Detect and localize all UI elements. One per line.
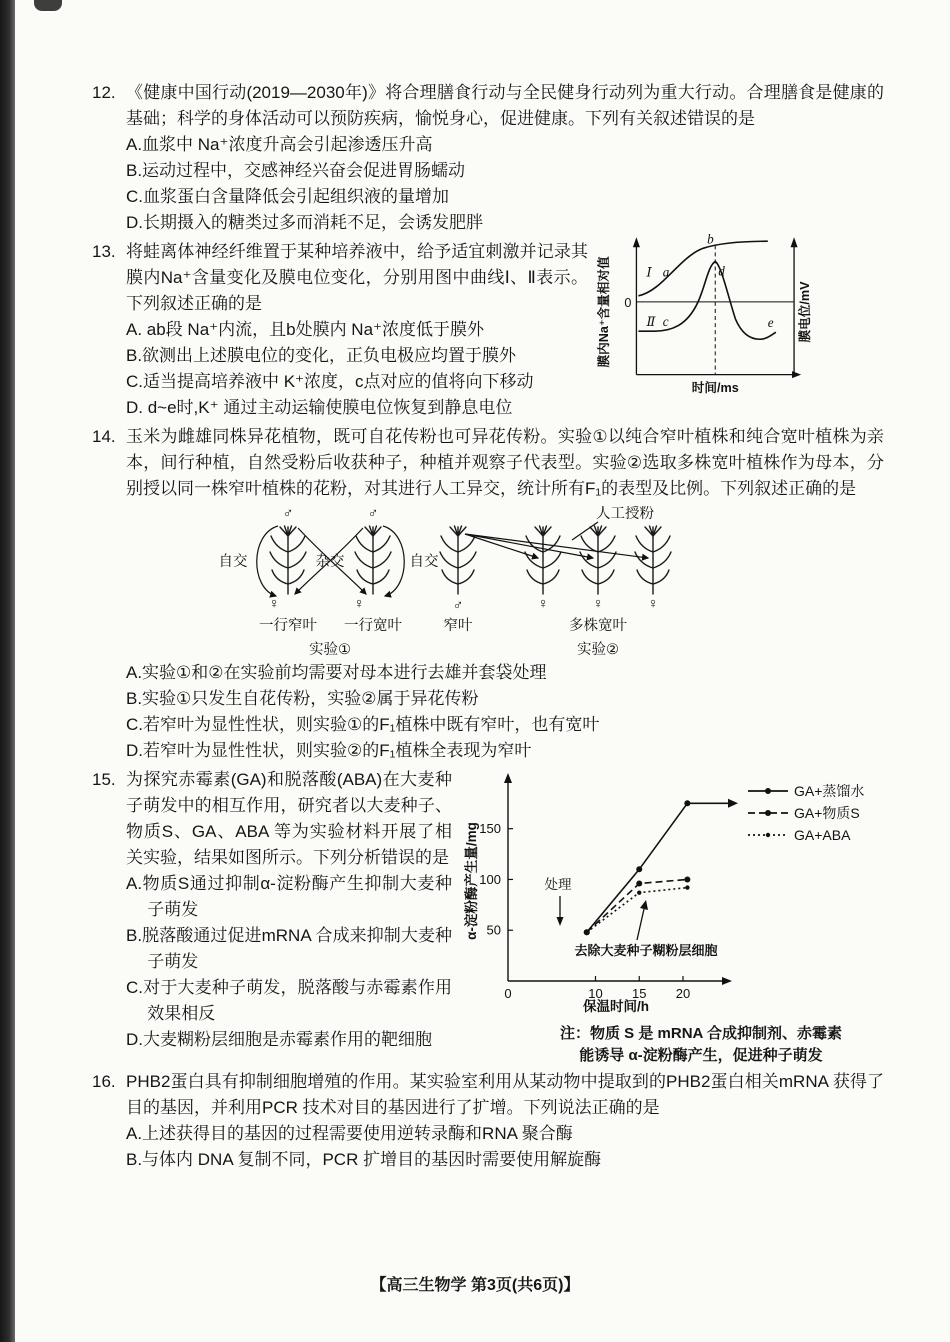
point-d-label: d: [718, 263, 725, 279]
multi-wide-label: 多株宽叶: [569, 618, 627, 634]
question-number: 13.: [92, 242, 116, 261]
question-14-stem: [92, 424, 884, 502]
svg-text:150: 150: [479, 821, 501, 837]
option-c: C.若窄叶为显性性状，则实验①的F₁植株中既有窄叶，也有宽叶: [126, 715, 600, 734]
question-13-stem: [92, 239, 884, 317]
y-left-label: 膜内Na⁺含量相对值: [597, 256, 612, 368]
svg-text:20: 20: [675, 986, 691, 1001]
corn-plant: [355, 526, 391, 594]
self-cross-arrow-left: [257, 526, 278, 596]
question-13: [92, 233, 884, 421]
question-12-stem: [92, 80, 884, 132]
experiment-2-label: 实验②: [577, 642, 619, 658]
point-a-label: a: [662, 264, 670, 280]
option-d: D.长期摄入的糖类过多而消耗不足，会诱发肥胖: [126, 213, 483, 232]
option-b: B.欲测出上述膜电位的变化，正负电极应均置于膜外: [126, 346, 517, 365]
option-d: D.大麦糊粉层细胞是赤霉素作用的靶细胞: [126, 1030, 432, 1049]
option-d: D.若窄叶为显性性状，则实验②的F₁植株全表现为窄叶: [126, 741, 532, 760]
male-symbol: ♂: [452, 598, 464, 614]
point-e-label: e: [767, 315, 774, 331]
question-16: [92, 1069, 884, 1173]
female-symbol: ♀: [592, 596, 604, 612]
svg-text:GA+蒸馏水: GA+蒸馏水: [794, 783, 865, 799]
corn-plant: [580, 526, 616, 594]
option-b: B.脱落酸通过促进mRNA 合成来抑制大麦种子萌发: [126, 926, 452, 971]
female-symbol: ♀: [268, 596, 280, 612]
point-c-label: c: [662, 314, 669, 330]
y-axis-label: α-淀粉酶产生量/mg: [464, 822, 479, 940]
annotation-aleurone-arrow: [637, 900, 648, 940]
option-a: A. ab段 Na⁺内流，且b处膜内 Na⁺浓度低于膜外: [126, 320, 485, 339]
option-c: C.适当提高培养液中 K⁺浓度，c点对应的值将向下移动: [126, 372, 534, 391]
question-number: 16.: [92, 1072, 116, 1091]
x-axis-label: 保温时间/h: [583, 999, 649, 1014]
page-footer: 【高三生物学 第3页(共6页)】: [370, 1277, 580, 1294]
chart-note-line-2: 能诱导 α-淀粉酶产生，促进种子萌发: [579, 1047, 823, 1064]
self-cross-label: 自交: [218, 554, 248, 570]
stem-text: 将蛙离体神经纤维置于某种培养液中，给予适宜刺激并记录其膜内Na⁺含量变化及膜电位变化，分别用图中曲线Ⅰ、Ⅱ表示。下列叙述正确的是: [126, 242, 588, 313]
point-b-label: b: [707, 233, 714, 247]
male-symbol: ♂: [282, 506, 294, 522]
annotation-treatment-arrow: [557, 896, 564, 926]
pollination-arrow-2: [465, 534, 593, 558]
svg-text:10: 10: [588, 986, 603, 1001]
pollination-arrow-3: [465, 534, 648, 558]
female-symbol: ♀: [647, 596, 659, 612]
corn-plant: [635, 526, 671, 594]
corn-plant: [270, 526, 306, 594]
svg-text:100: 100: [479, 871, 501, 887]
female-symbol: ♀: [537, 596, 549, 612]
female-symbol: ♀: [353, 596, 365, 612]
chart-note: [460, 1023, 942, 1067]
option-c: C.血浆蛋白含量降低会引起组织液的量增加: [126, 187, 449, 206]
scan-corner-mark: [34, 0, 62, 11]
option-b: B.运动过程中，交感神经兴奋会促进胃肠蠕动: [126, 161, 466, 180]
option-a: A.血浆中 Na⁺浓度升高会引起渗透压升高: [126, 135, 433, 154]
option-a: A.物质S通过抑制α-淀粉酶产生抑制大麦种子萌发: [126, 874, 452, 919]
zero-tick: 0: [624, 295, 632, 310]
svg-text:0: 0: [504, 986, 512, 1001]
hybrid-cross-label: 杂交: [315, 554, 345, 570]
row-narrow-label: 一行窄叶: [259, 618, 317, 634]
option-c: C.对于大麦种子萌发，脱落酸与赤霉素作用效果相反: [126, 978, 452, 1023]
option-a: A.上述获得目的基因的过程需要使用逆转录酶和RNA 聚合酶: [126, 1124, 573, 1143]
male-symbol: ♂: [367, 506, 379, 522]
question-12: [92, 80, 884, 236]
chart-note-line-1: 注：物质 S 是 mRNA 合成抑制剂、赤霉素: [560, 1025, 842, 1042]
question-16-stem: [92, 1069, 884, 1121]
option-d: D. d~e时,K⁺ 通过主动运输使膜电位恢复到静息电位: [126, 398, 513, 417]
self-cross-label: 自交: [409, 554, 439, 570]
stem-text: 为探究赤霉素(GA)和脱落酸(ABA)在大麦种子萌发中的相互作用，研究者以大麦种子、物质S、GA、ABA 等为实验材料开展了相关实验，结果如图所示。下列分析错误的是: [126, 770, 452, 867]
annotation-treatment: 处理: [544, 877, 572, 892]
question-15: [92, 767, 884, 1064]
narrow-leaf-label: 窄叶: [443, 618, 473, 634]
option-b: B.与体内 DNA 复制不同，PCR 扩增目的基因时需要使用解旋酶: [126, 1150, 602, 1169]
question-15-stem: [92, 767, 884, 871]
stem-text: 玉米为雌雄同株异花植物，既可自花传粉也可异花传粉。实验①以纯合窄叶植株和纯合宽叶植株为亲本，间行种植，自然受粉后收获种子，种植并观察子代表型。实验②选取多株宽叶植株作为母本，分别授以同一株窄叶植株的花粉，对其进行人工异交，统计所有F₁的表型及比例。下列叙述正确的是: [126, 427, 884, 498]
stem-text: PHB2蛋白具有抑制细胞增殖的作用。某实验室利用从某动物中提取到的PHB2蛋白相关mRNA 获得了目的基因，并利用PCR 技术对目的基因进行了扩增。下列说法正确的是: [126, 1072, 884, 1117]
question-number: 12.: [92, 83, 116, 102]
self-cross-arrow-right: [383, 526, 404, 596]
row-wide-label: 一行宽叶: [344, 618, 402, 634]
artificial-pollination-label: 人工授粉: [596, 506, 654, 522]
page-content: [92, 80, 884, 1176]
figure-maize-cross: [200, 506, 884, 658]
y-right-label: 膜电位/mV: [798, 281, 813, 343]
question-number: 15.: [92, 770, 116, 789]
option-b: B.实验①只发生自花传粉，实验②属于异花传粉: [126, 689, 479, 708]
curve2-label: Ⅱ: [646, 314, 656, 330]
maize-cross-diagram: [200, 506, 680, 658]
question-number: 14.: [92, 427, 116, 446]
svg-text:15: 15: [632, 986, 647, 1001]
corn-plant: [525, 526, 561, 594]
x-axis-label: 时间/ms: [691, 380, 739, 395]
scan-edge-strip: [0, 0, 15, 1342]
svg-text:GA+物质S: GA+物质S: [794, 805, 860, 821]
question-14: [92, 424, 884, 764]
curve1-label: Ⅰ: [646, 264, 652, 280]
stem-text: 《健康中国行动(2019—2030年)》将合理膳食行动与全民健身行动列为重大行动。合理膳食是健康的基础；科学的身体活动可以预防疾病，愉悦身心，促进健康。下列有关叙述错误的是: [126, 83, 884, 128]
svg-text:50: 50: [486, 922, 501, 938]
annotation-aleurone: 去除大麦种子糊粉层细胞: [574, 943, 718, 958]
svg-text:GA+ABA: GA+ABA: [794, 827, 851, 843]
experiment-1-label: 实验①: [309, 642, 351, 658]
option-a: A.实验①和②在实验前均需要对母本进行去雄并套袋处理: [126, 663, 547, 682]
